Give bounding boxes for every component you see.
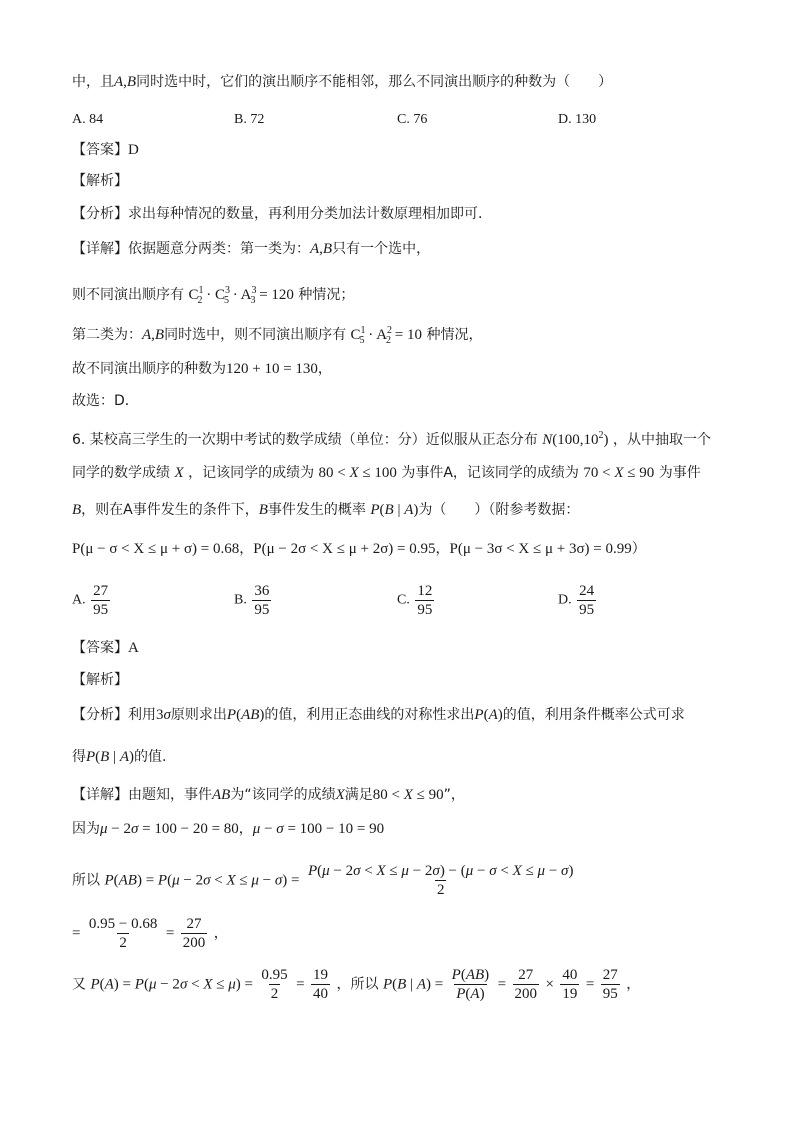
q5-case1-formula: $C^1_2 \cdot C^3_5 \cdot A^3_3 = 120$ <box>188 285 294 306</box>
q6-xiangjie: 【详解】由题知，事件AB为“该同学的成绩X满足80 < X ≤ 90”， <box>72 787 465 803</box>
q6-normal-dist: N(100,10$^2$) <box>542 430 609 448</box>
q6-option-a: A. $\frac{27}{95}$ <box>72 583 109 618</box>
q6-so-fraction: $\frac{P(\mu - 2\sigma < X \le \mu - 2\sigma) - (\mu - \sigma < X \le \mu - \sigma)}{2}$ <box>307 863 574 898</box>
q5-stem-line: 中，且A,B同时选中时，它们的演出顺序不能相邻，那么不同演出顺序的种数为（ ） <box>72 74 613 90</box>
q6-also-line: 又 P(A) = P(μ − 2σ < X ≤ μ) = $\frac{0.95}{2}$ = $\frac{19}{40}$ ，所以 P(B | A) = $\frac{P(AB)}{P(A)}$ = $\frac{27}{200}$ × $\frac{40}{19}$ = $\frac{27}{95}$ ， <box>72 967 641 1002</box>
q5-answer: 【答案】D <box>72 142 139 158</box>
q5-case-2: 第二类为：A,B同时选中，则不同演出顺序有 $C^1_5 \cdot A^2_2 = 10$ 种情况， <box>72 325 483 346</box>
q6-option-d: D. $\frac{24}{95}$ <box>558 583 595 618</box>
q6-reference-data: P(μ − σ < X ≤ μ + σ) = 0.68，P(μ − 2σ < X ≤ μ + 2σ) = 0.95，P(μ − 3σ < X ≤ μ + 3σ) = 0.99） <box>72 541 646 557</box>
q5-case2-formula: $C^1_5 \cdot A^2_2 = 10$ <box>350 325 423 346</box>
q6-because: 因为μ − 2σ = 100 − 20 = 80，μ − σ = 100 − 10 = 90 <box>72 821 385 837</box>
q6-answer: 【答案】A <box>72 640 139 656</box>
q6-stem-line-1: 6. 某校高三学生的一次期中考试的数学成绩（单位：分）近似服从正态分布 N(100,10$^2$) ，从中抽取一个 <box>72 430 711 448</box>
q5-choose: 故选：D． <box>72 393 139 409</box>
q5-option-d: D. 130 <box>558 112 597 127</box>
q5-fenxi: 【分析】求出每种情况的数量，再利用分类加法计数原理相加即可. <box>72 206 483 222</box>
q6-fenxi-line-1: 【分析】利用3σ原则求出P(AB)的值，利用正态曲线的对称性求出P(A)的值，利用条件概率公式可求 <box>72 707 685 723</box>
q5-option-c: C. 76 <box>397 112 428 127</box>
q5-xiangjie: 【详解】依据题意分两类：第一类为：A,B只有一个选中， <box>72 241 431 257</box>
q6-analysis-heading: 【解析】 <box>72 672 128 688</box>
q5-option-a: A. 84 <box>72 112 104 127</box>
q6-fenxi-line-2: 得P(B | A)的值. <box>72 749 167 765</box>
q5-option-b: B. 72 <box>234 112 265 127</box>
q6-step-2: = $\frac{0.95 - 0.68}{2}$ = $\frac{27}{200}$ ， <box>72 916 228 951</box>
q6-option-b: B. $\frac{36}{95}$ <box>234 583 270 618</box>
q6-option-c: C. $\frac{12}{95}$ <box>397 583 433 618</box>
q6-stem-line-2: 同学的数学成绩 X ，记该同学的成绩为 80 < X ≤ 100 为事件A，记该同学的成绩为 70 < X ≤ 90 为事件 <box>72 465 701 481</box>
q5-analysis-heading: 【解析】 <box>72 173 128 189</box>
q6-so-line: 所以 P(AB) = P(μ − 2σ < X ≤ μ − σ) = $\frac{P(\mu - 2\sigma < X \le \mu - 2\sigma) - (\mu - \sigma < X \le \mu - \sigma)}{2}$ <box>72 863 574 898</box>
q5-total: 故不同演出顺序的种数为120 + 10 = 130， <box>72 361 332 377</box>
q5-case-1: 则不同演出顺序有 $C^1_2 \cdot C^3_5 \cdot A^3_3 = 120$ 种情况； <box>72 285 355 306</box>
q6-stem-line-3: B，则在A事件发生的条件下，B事件发生的概率 P(B | A)为（ ）（附参考数据： <box>72 502 580 518</box>
